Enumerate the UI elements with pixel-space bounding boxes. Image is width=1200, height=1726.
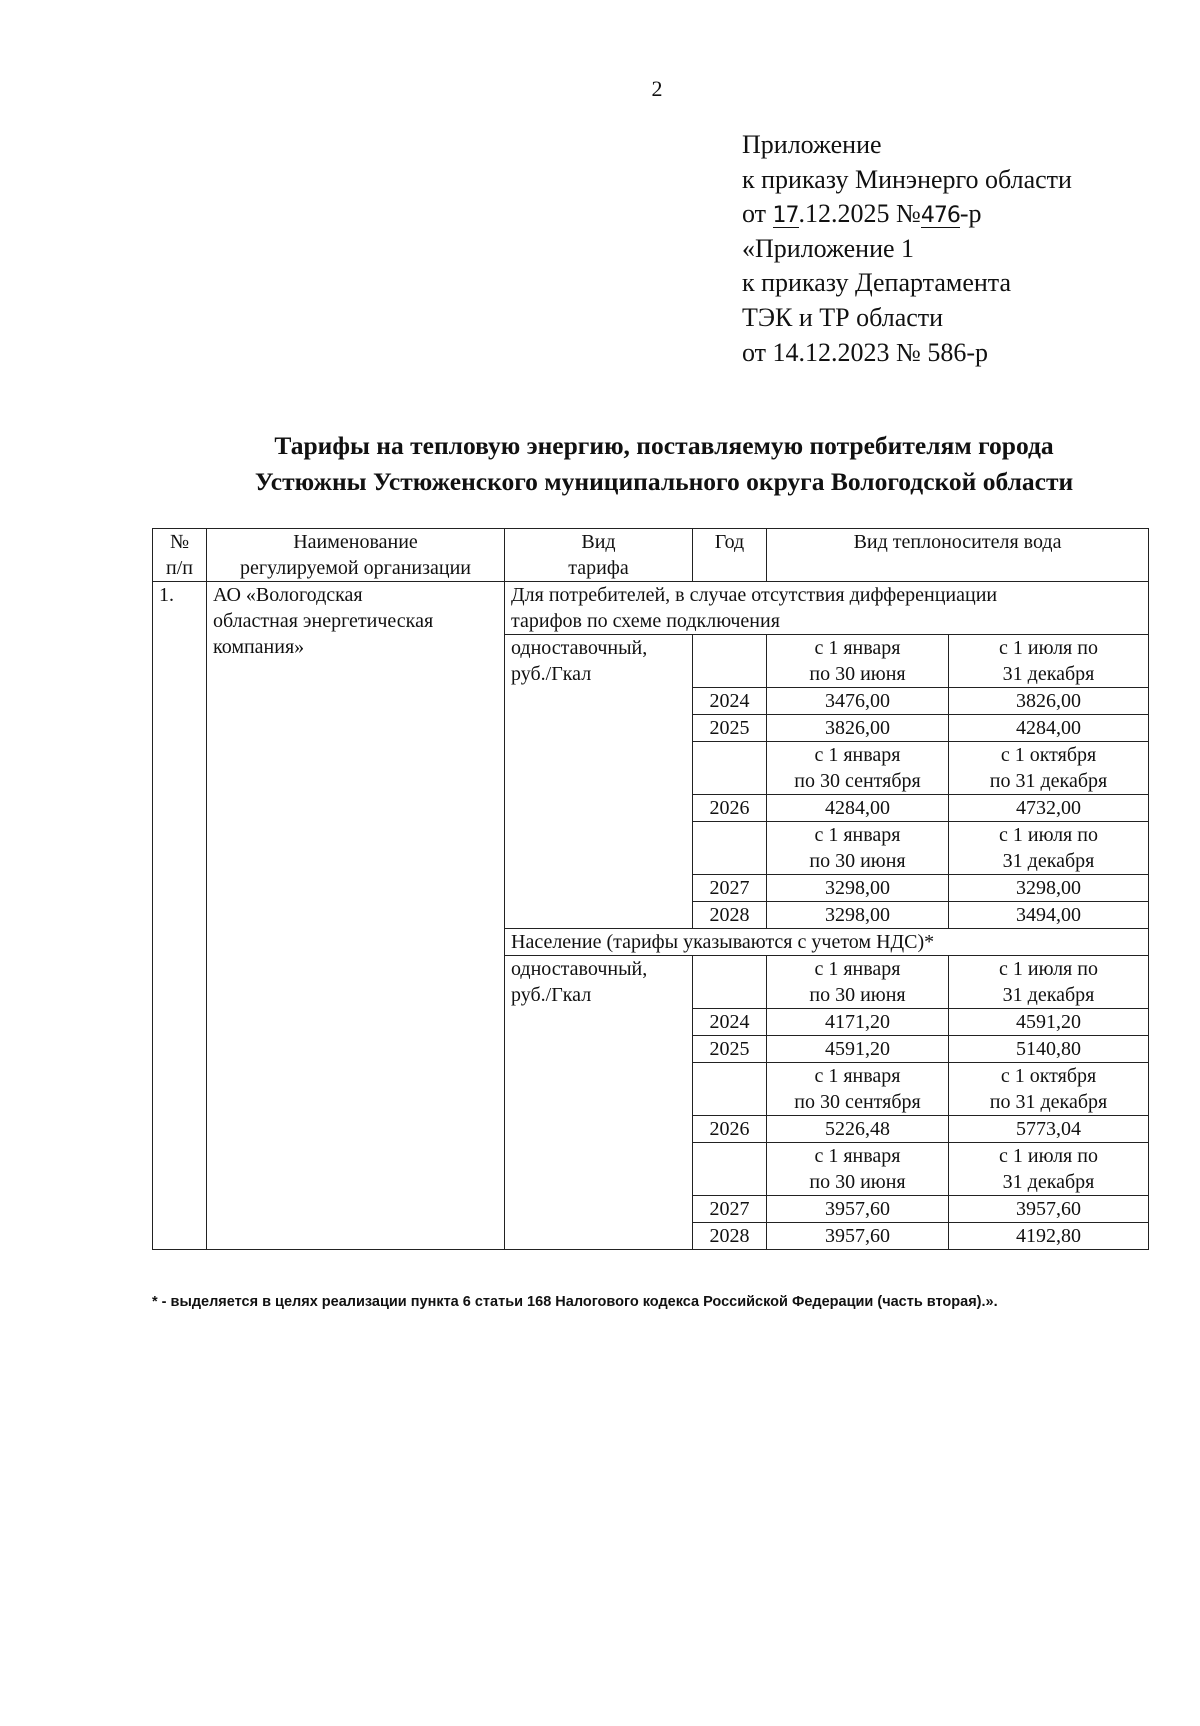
appendix-line: «Приложение 1 bbox=[742, 233, 915, 263]
empty-year-cell bbox=[693, 822, 767, 875]
appendix-middle: .12.2025 № bbox=[798, 199, 921, 229]
empty-year-cell bbox=[693, 742, 767, 795]
tariff-value-first: 3957,60 bbox=[767, 1196, 949, 1223]
year-cell: 2025 bbox=[693, 715, 767, 742]
period-second-half: с 1 июля по 31 декабря bbox=[949, 822, 1149, 875]
tariff-value-first: 4171,20 bbox=[767, 1009, 949, 1036]
page-number: 2 bbox=[651, 76, 663, 101]
appendix-line: ТЭК и ТР области bbox=[742, 302, 944, 332]
year-cell: 2028 bbox=[693, 1223, 767, 1250]
period-first-half: с 1 января по 30 июня bbox=[767, 956, 949, 1009]
appendix-line: Приложение bbox=[742, 130, 882, 159]
organization-name: АО «Вологодская областная энергетическая компания» bbox=[207, 582, 505, 1250]
tariff-value-first: 3298,00 bbox=[767, 875, 949, 902]
appendix-line: от 14.12.2023 № 586-р bbox=[742, 337, 988, 367]
period-second-half: с 1 июля по 31 декабря bbox=[949, 1143, 1149, 1196]
handwritten-day: 17 bbox=[772, 203, 799, 229]
empty-year-cell bbox=[693, 1063, 767, 1116]
tariff-value-second: 5773,04 bbox=[949, 1116, 1149, 1143]
tariff-value-first: 5226,48 bbox=[767, 1116, 949, 1143]
tariff-value-first: 4284,00 bbox=[767, 795, 949, 822]
tariff-value-second: 4192,80 bbox=[949, 1223, 1149, 1250]
year-cell: 2027 bbox=[693, 1196, 767, 1223]
appendix-suffix: -р bbox=[959, 199, 982, 229]
tariff-value-second: 5140,80 bbox=[949, 1036, 1149, 1063]
year-cell: 2028 bbox=[693, 902, 767, 929]
tariff-value-first: 3957,60 bbox=[767, 1223, 949, 1250]
period-second-half: с 1 октября по 31 декабря bbox=[949, 1063, 1149, 1116]
row-number: 1. bbox=[153, 582, 207, 1250]
group-label-row bbox=[153, 582, 1149, 635]
tariff-type: одноставочный, руб./Гкал bbox=[505, 635, 693, 929]
tariff-table bbox=[152, 528, 1149, 1250]
year-cell: 2024 bbox=[693, 1009, 767, 1036]
year-cell: 2026 bbox=[693, 795, 767, 822]
appendix-line: к приказу Департамента bbox=[742, 268, 1012, 298]
group-label: Население (тарифы указываются с учетом НДС)* bbox=[505, 929, 1149, 956]
title-line: Устюжны Устюженского муниципального округа Вологодской области bbox=[254, 467, 1074, 496]
footnote: * - выделяется в целях реализации пункта 6 статьи 168 Налогового кодекса Российской Федерации (часть вторая).». bbox=[152, 1294, 998, 1310]
tariff-value-second: 4284,00 bbox=[949, 715, 1149, 742]
tariff-value-first: 3826,00 bbox=[767, 715, 949, 742]
group-label: Для потребителей, в случае отсутствия дифференциации тарифов по схеме подключения bbox=[505, 582, 1149, 635]
period-first-half: с 1 января по 30 сентября bbox=[767, 742, 949, 795]
empty-year-cell bbox=[693, 635, 767, 688]
tariff-type: одноставочный, руб./Гкал bbox=[505, 956, 693, 1250]
year-cell: 2026 bbox=[693, 1116, 767, 1143]
period-first-half: с 1 января по 30 июня bbox=[767, 822, 949, 875]
year-cell: 2024 bbox=[693, 688, 767, 715]
period-first-half: с 1 января по 30 июня bbox=[767, 635, 949, 688]
header-year: Год bbox=[693, 529, 767, 582]
tariff-value-second: 3826,00 bbox=[949, 688, 1149, 715]
year-cell: 2025 bbox=[693, 1036, 767, 1063]
period-first-half: с 1 января по 30 сентября bbox=[767, 1063, 949, 1116]
empty-year-cell bbox=[693, 956, 767, 1009]
tariff-value-first: 3298,00 bbox=[767, 902, 949, 929]
handwritten-number: 476 bbox=[920, 203, 960, 229]
year-cell: 2027 bbox=[693, 875, 767, 902]
document-title bbox=[0, 428, 1200, 500]
appendix-order-date-line bbox=[742, 197, 1072, 232]
appendix-line: к приказу Минэнерго области bbox=[742, 164, 1072, 194]
tariff-value-second: 4591,20 bbox=[949, 1009, 1149, 1036]
tariff-value-first: 4591,20 bbox=[767, 1036, 949, 1063]
tariff-table-body bbox=[153, 529, 1149, 1250]
header-organization: Наименование регулируемой организации bbox=[207, 529, 505, 582]
period-second-half: с 1 июля по 31 декабря bbox=[949, 956, 1149, 1009]
tariff-value-first: 3476,00 bbox=[767, 688, 949, 715]
title-line: Тарифы на тепловую энергию, поставляемую потребителям города bbox=[274, 431, 1054, 460]
tariff-value-second: 4732,00 bbox=[949, 795, 1149, 822]
period-first-half: с 1 января по 30 июня bbox=[767, 1143, 949, 1196]
tariff-value-second: 3957,60 bbox=[949, 1196, 1149, 1223]
period-second-half: с 1 октября по 31 декабря bbox=[949, 742, 1149, 795]
table-header-row bbox=[153, 529, 1149, 582]
appendix-header bbox=[742, 128, 1072, 370]
header-heat-carrier: Вид теплоносителя вода bbox=[767, 529, 1149, 582]
appendix-prefix: от bbox=[742, 199, 773, 229]
tariff-value-second: 3494,00 bbox=[949, 902, 1149, 929]
tariff-value-second: 3298,00 bbox=[949, 875, 1149, 902]
empty-year-cell bbox=[693, 1143, 767, 1196]
header-num: № п/п bbox=[153, 529, 207, 582]
header-tariff-type: Вид тарифа bbox=[505, 529, 693, 582]
period-second-half: с 1 июля по 31 декабря bbox=[949, 635, 1149, 688]
